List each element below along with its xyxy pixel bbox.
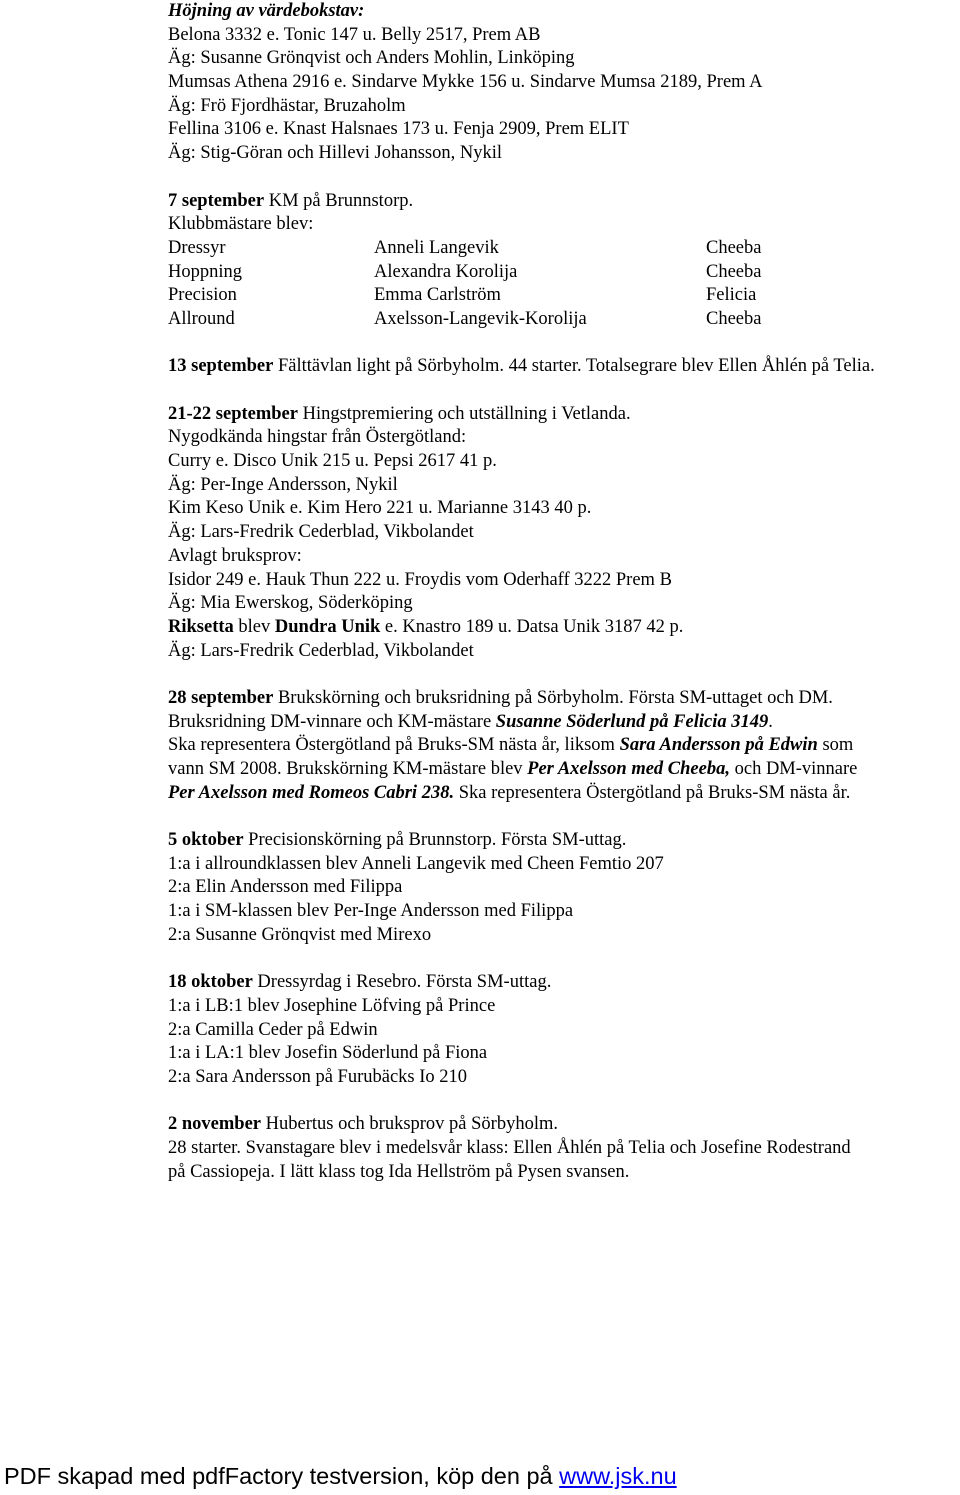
text-line: Nygodkända hingstar från Östergötland: bbox=[168, 427, 467, 448]
name-cell: Alexandra Korolija bbox=[374, 261, 518, 282]
event-km bbox=[168, 190, 958, 214]
event-date: 5 oktober bbox=[168, 830, 244, 851]
event-dressyr bbox=[168, 971, 958, 995]
riksetta-text: blev bbox=[233, 616, 275, 637]
text-line: 2:a Susanne Grönqvist med Mirexo bbox=[168, 924, 432, 945]
table-row bbox=[168, 237, 958, 261]
event-text: Brukskörning och bruksridning på Sörbyholm. Första SM-uttaget och DM. bbox=[273, 687, 833, 708]
text-line: 1:a i LB:1 blev Josephine Löfving på Prince bbox=[168, 995, 496, 1016]
horse-cell: Cheeba bbox=[706, 261, 762, 282]
riksetta-horse: Dundra Unik bbox=[274, 616, 381, 637]
text-span: Ska representera Östergötland på Bruks-SM nästa år, liksom bbox=[168, 735, 620, 756]
champions-table bbox=[168, 237, 958, 332]
table-row bbox=[168, 308, 958, 332]
event-text: Hubertus och bruksprov på Sörbyholm. bbox=[261, 1114, 558, 1135]
text-line: Äg: Stig-Göran och Hillevi Johansson, Nykil bbox=[168, 143, 503, 164]
text-line: 28 starter. Svanstagare blev i medelsvår klass: Ellen Åhlén på Telia och Josefine Rodestrand bbox=[168, 1138, 851, 1158]
winner-name: Per Axelsson med Cheeba, bbox=[527, 759, 730, 779]
text-line: Äg: Mia Ewerskog, Söderköping bbox=[168, 593, 413, 614]
text-line: Äg: Frö Fjordhästar, Bruzaholm bbox=[168, 95, 406, 116]
horse-cell: Cheeba bbox=[706, 308, 762, 329]
text-line bbox=[168, 782, 958, 806]
name-cell: Axelsson-Langevik-Korolija bbox=[374, 308, 587, 329]
text-line: Isidor 249 e. Hauk Thun 222 u. Froydis vom Oderhaff 3222 Prem B bbox=[168, 569, 672, 590]
text-line: 2:a Elin Andersson med Filippa bbox=[168, 877, 403, 898]
discipline-cell: Hoppning bbox=[168, 261, 242, 282]
event-date: 21-22 september bbox=[168, 403, 298, 424]
text-line: Äg: Lars-Fredrik Cederblad, Vikbolandet bbox=[168, 640, 474, 661]
event-date: 13 september bbox=[168, 356, 274, 377]
text-line: 2:a Camilla Ceder på Edwin bbox=[168, 1019, 378, 1040]
name-cell: Anneli Langevik bbox=[374, 237, 499, 258]
event-text: Dressyrdag i Resebro. Första SM-uttag. bbox=[252, 972, 552, 993]
winner-name: Susanne Söderlund på Felicia 3149 bbox=[495, 711, 769, 732]
pdf-footer bbox=[4, 1463, 677, 1490]
text-line: Mumsas Athena 2916 e. Sindarve Mykke 156 u. Sindarve Mumsa 2189, Prem A bbox=[168, 72, 763, 93]
text-line: 2:a Sara Andersson på Furubäcks Io 210 bbox=[168, 1066, 468, 1087]
winner-name: Per Axelsson med Romeos Cabri 238. bbox=[168, 782, 455, 803]
document-page bbox=[168, 0, 958, 1184]
section-heading: Höjning av värdebokstav: bbox=[168, 1, 365, 21]
event-text: Fälttävlan light på Sörbyholm. 44 starter. Totalsegrare blev Ellen Åhlén på Telia. bbox=[273, 356, 875, 377]
name-cell: Emma Carlström bbox=[374, 285, 501, 306]
event-hingst bbox=[168, 403, 958, 427]
text-line: Belona 3332 e. Tonic 147 u. Belly 2517, Prem AB bbox=[168, 24, 541, 45]
text-span: Bruksridning DM-vinnare och KM-mästare bbox=[168, 711, 496, 732]
text-line: Äg: Lars-Fredrik Cederblad, Vikbolandet bbox=[168, 522, 474, 543]
event-falt bbox=[168, 355, 958, 379]
text-span: och DM-vinnare bbox=[729, 759, 858, 779]
text-line: Fellina 3106 e. Knast Halsnaes 173 u. Fenja 2909, Prem ELIT bbox=[168, 119, 629, 140]
text-line: Avlagt bruksprov: bbox=[168, 545, 302, 566]
text-span: vann SM 2008. Brukskörning KM-mästare blev bbox=[168, 759, 528, 779]
riksetta-line bbox=[168, 616, 958, 640]
text-line: Curry e. Disco Unik 215 u. Pepsi 2617 41 p. bbox=[168, 451, 497, 472]
text-line: Klubbmästare blev: bbox=[168, 214, 314, 235]
table-row bbox=[168, 284, 958, 308]
text-span: Ska representera Östergötland på Bruks-SM nästa år. bbox=[454, 782, 851, 803]
discipline-cell: Precision bbox=[168, 285, 237, 306]
text-line: Äg: Per-Inge Andersson, Nykil bbox=[168, 474, 398, 495]
riksetta-label: Riksetta bbox=[168, 616, 234, 637]
text-line bbox=[168, 711, 958, 735]
event-text: Precisionskörning på Brunnstorp. Första SM-uttag. bbox=[243, 830, 627, 851]
winner-name: Sara Andersson på Edwin bbox=[619, 735, 818, 756]
event-text: Hingstpremiering och utställning i Vetlanda. bbox=[297, 403, 631, 424]
footer-text: PDF skapad med pdfFactory testversion, köp den på bbox=[4, 1463, 560, 1489]
text-line bbox=[168, 734, 958, 758]
text-span: . bbox=[768, 711, 773, 732]
text-line: Kim Keso Unik e. Kim Hero 221 u. Marianne 3143 40 p. bbox=[168, 498, 592, 519]
text-line: 1:a i LA:1 blev Josefin Söderlund på Fiona bbox=[168, 1043, 488, 1064]
discipline-cell: Allround bbox=[168, 308, 235, 329]
event-hubertus bbox=[168, 1113, 958, 1137]
footer-link[interactable]: www.jsk.nu bbox=[559, 1463, 677, 1489]
discipline-cell: Dressyr bbox=[168, 237, 226, 258]
event-date: 18 oktober bbox=[168, 972, 253, 993]
text-line: 1:a i SM-klassen blev Per-Inge Andersson med Filippa bbox=[168, 901, 574, 922]
event-precision bbox=[168, 829, 958, 853]
event-date: 28 september bbox=[168, 687, 274, 708]
text-line bbox=[168, 758, 958, 782]
event-bruks bbox=[168, 687, 958, 711]
text-span: som bbox=[817, 735, 854, 756]
horse-cell: Felicia bbox=[706, 285, 757, 306]
horse-cell: Cheeba bbox=[706, 237, 762, 258]
event-text: KM på Brunnstorp. bbox=[264, 190, 414, 211]
table-row bbox=[168, 261, 958, 285]
event-date: 7 september bbox=[168, 190, 265, 211]
text-line: på Cassiopeja. I lätt klass tog Ida Hellström på Pysen svansen. bbox=[168, 1161, 630, 1182]
riksetta-pedigree: e. Knastro 189 u. Datsa Unik 3187 42 p. bbox=[380, 616, 684, 637]
text-line: 1:a i allroundklassen blev Anneli Langevik med Cheen Femtio 207 bbox=[168, 853, 664, 874]
text-line: Äg: Susanne Grönqvist och Anders Mohlin, Linköping bbox=[168, 48, 575, 69]
event-date: 2 november bbox=[168, 1114, 261, 1135]
